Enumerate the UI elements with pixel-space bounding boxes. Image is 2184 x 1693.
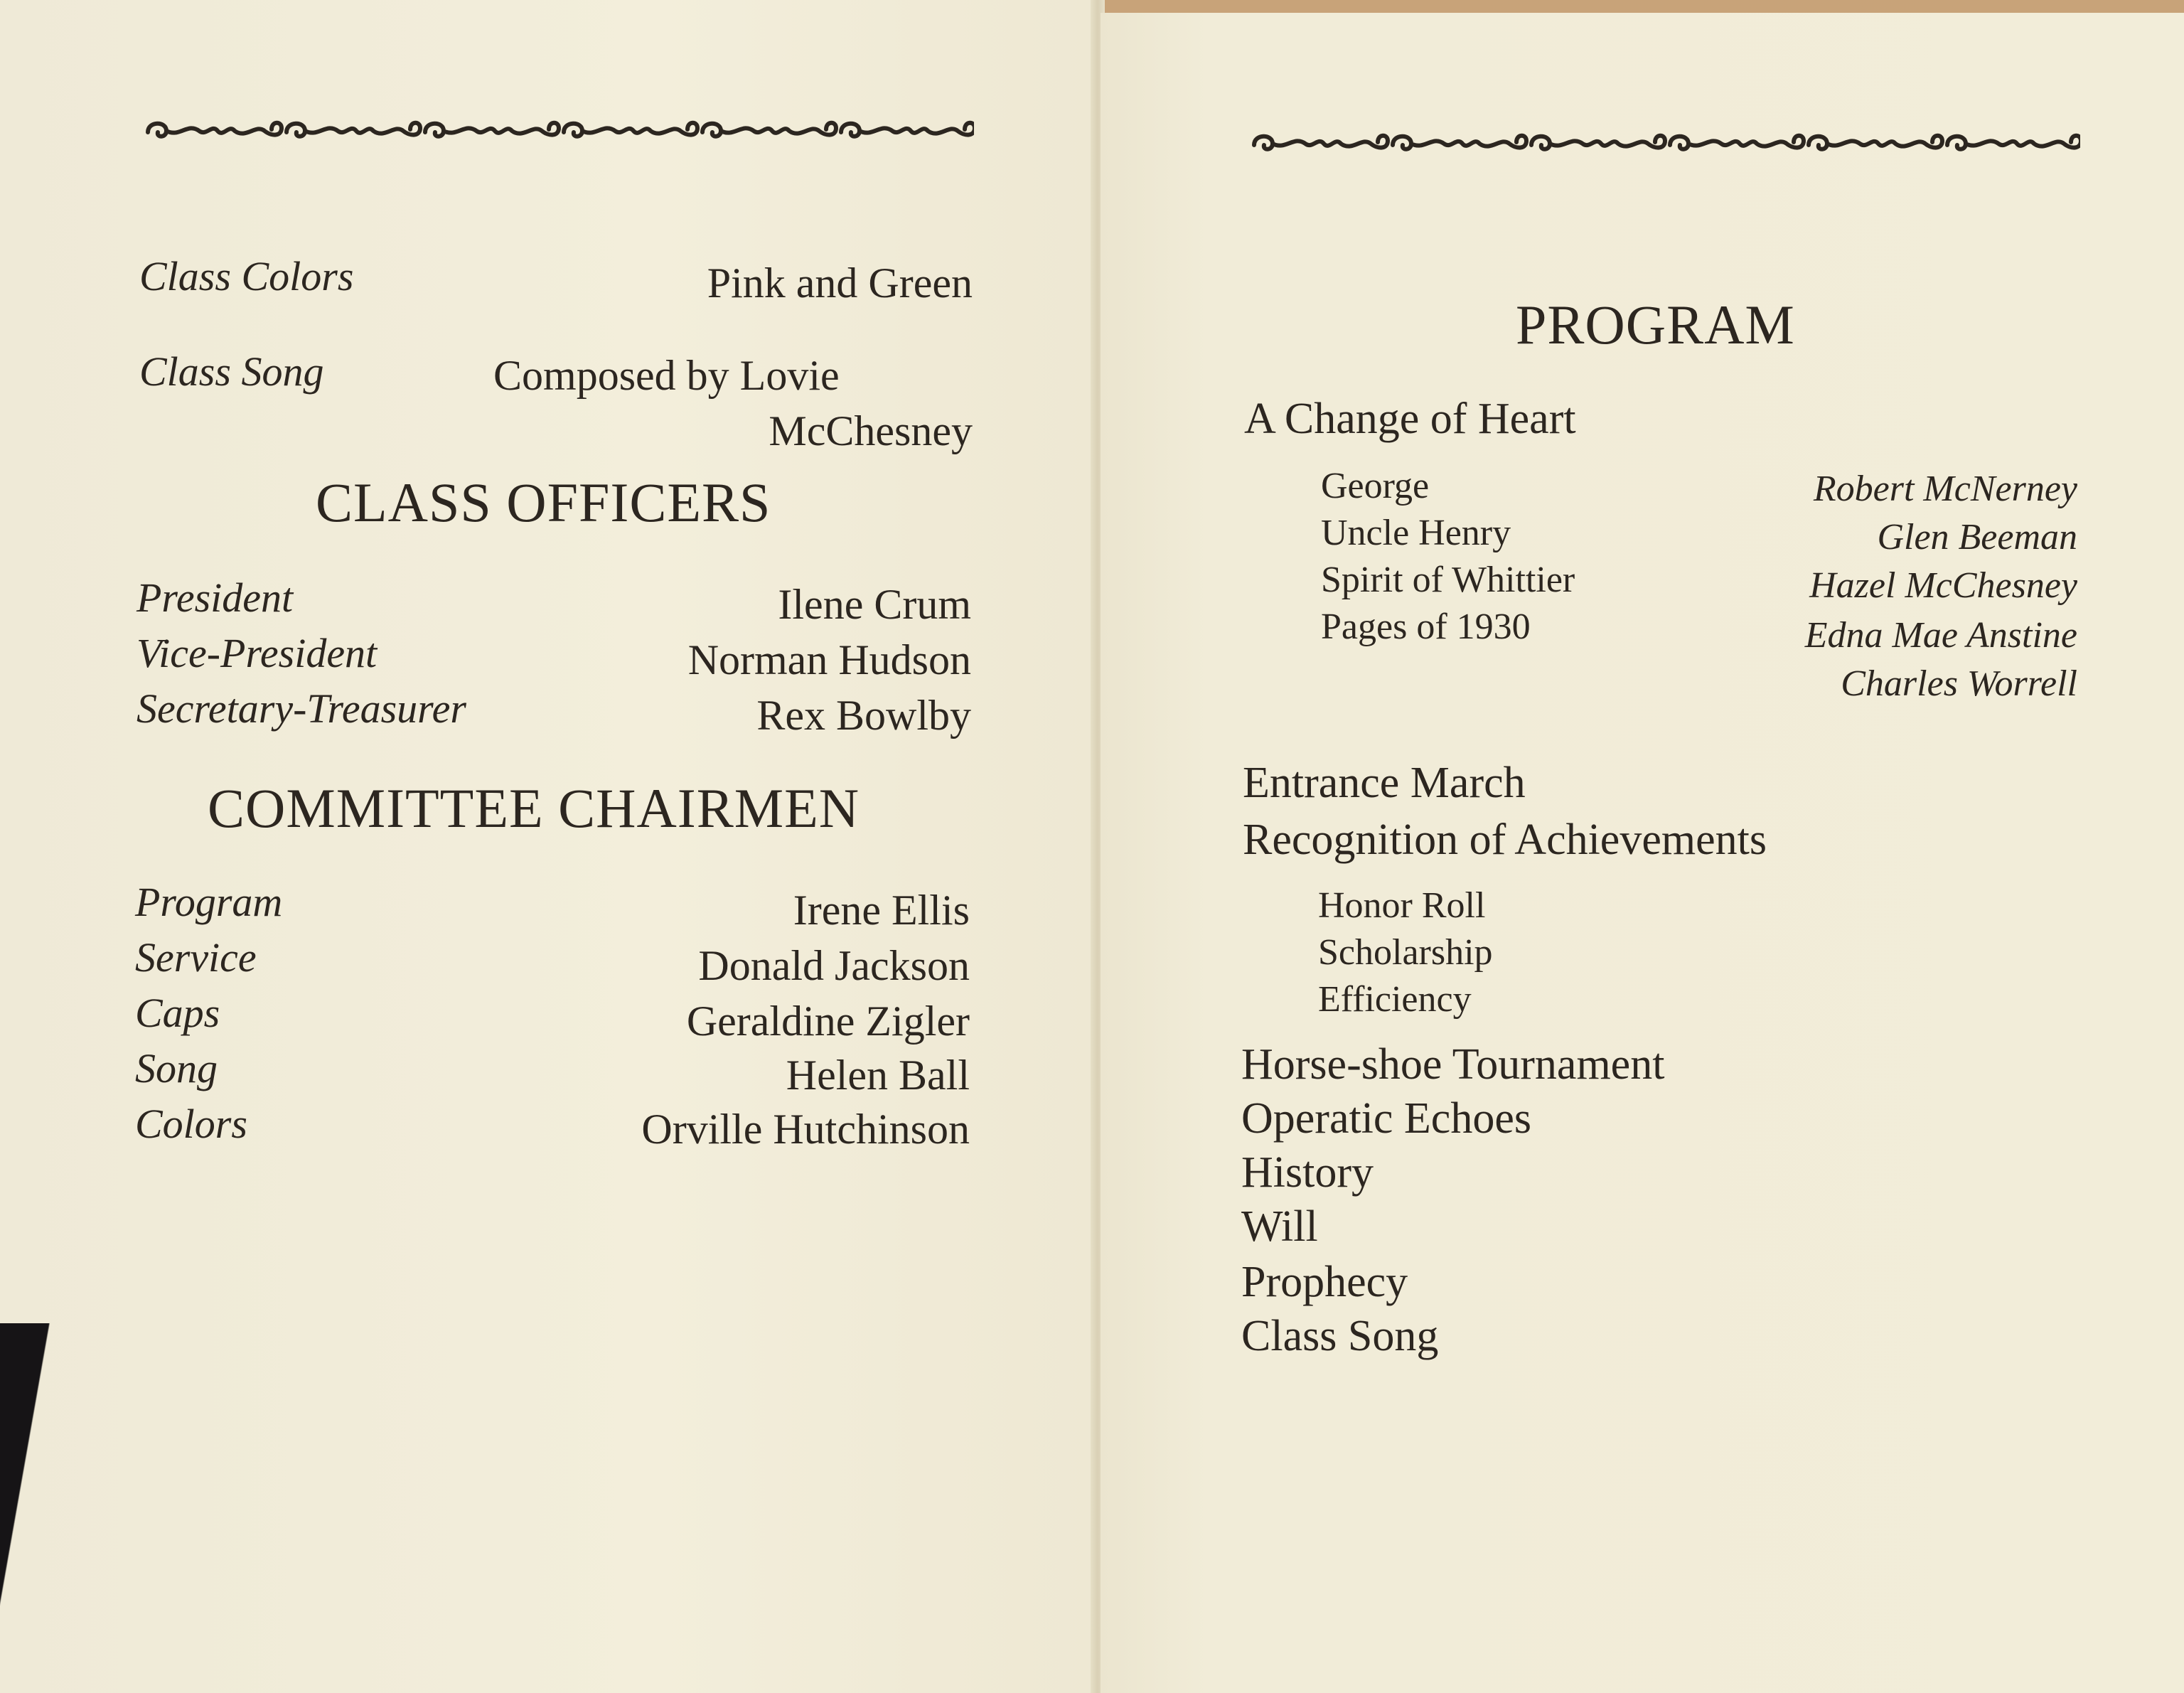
- flourish-unit: [702, 123, 836, 137]
- chairman-colors: Orville Hutchinson: [641, 1106, 970, 1153]
- flourish-ornament-left: [142, 114, 974, 149]
- officer-name-president: Ilene Crum: [778, 581, 971, 628]
- cast-role-pages-of-1930: Pages of 1930: [1321, 607, 1531, 647]
- flourish-unit: [1809, 136, 1942, 149]
- class-song-value-line2: McChesney: [769, 407, 973, 454]
- chairman-service: Donald Jackson: [698, 942, 970, 989]
- program-item-will: Will: [1241, 1202, 1318, 1251]
- program-item-entrance-march: Entrance March: [1243, 759, 1526, 807]
- flourish-unit: [1947, 136, 2080, 149]
- cast-actor-george: Robert McNerney: [1813, 469, 2077, 509]
- flourish-unit: [1254, 136, 1388, 149]
- program-item-prophecy: Prophecy: [1241, 1258, 1408, 1306]
- chairman-song: Helen Ball: [786, 1052, 970, 1099]
- cast-role-spirit-of-whittier: Spirit of Whittier: [1321, 560, 1575, 600]
- cast-actor-pages-1: Edna Mae Anstine: [1804, 615, 2077, 656]
- class-colors-label: Class Colors: [139, 253, 354, 299]
- cast-actor-pages-2: Charles Worrell: [1841, 663, 2077, 704]
- chairman-program: Irene Ellis: [793, 887, 970, 934]
- class-song-value-line1: Composed by Lovie: [493, 352, 840, 399]
- cast-actor-uncle-henry: Glen Beeman: [1877, 517, 2077, 557]
- page-edge-shadow: [0, 1323, 57, 1693]
- flourish-unit: [425, 123, 559, 137]
- program-item-class-song: Class Song: [1241, 1312, 1439, 1360]
- program-item-horseshoe: Horse-shoe Tournament: [1241, 1040, 1665, 1089]
- flourish-unit: [148, 123, 282, 137]
- committee-chairmen-heading: COMMITTEE CHAIRMEN: [208, 777, 860, 839]
- chairman-caps: Geraldine Zigler: [686, 998, 970, 1045]
- flourish-unit: [1670, 136, 1804, 149]
- officer-role-president: President: [136, 575, 294, 621]
- committee-song: Song: [135, 1045, 218, 1091]
- program-item-recognition: Recognition of Achievements: [1243, 816, 1767, 864]
- flourish-ornament-right: [1248, 127, 2080, 162]
- officer-name-secretary-treasurer: Rex Bowlby: [756, 692, 971, 739]
- officer-role-vice-president: Vice-President: [136, 630, 378, 676]
- flourish-unit: [841, 123, 974, 137]
- cast-role-george: George: [1321, 466, 1430, 506]
- class-officers-heading: CLASS OFFICERS: [316, 471, 771, 533]
- program-item-history: History: [1241, 1148, 1374, 1197]
- class-colors-value: Pink and Green: [707, 260, 973, 306]
- achievement-efficiency: Efficiency: [1318, 979, 1472, 1020]
- committee-service: Service: [135, 934, 257, 981]
- class-song-label: Class Song: [139, 348, 324, 395]
- flourish-unit: [1393, 136, 1526, 149]
- achievement-scholarship: Scholarship: [1318, 932, 1493, 973]
- flourish-unit: [287, 123, 420, 137]
- program-heading: PROGRAM: [1516, 294, 1795, 356]
- cast-actor-spirit-of-whittier: Hazel McChesney: [1809, 565, 2077, 606]
- committee-colors: Colors: [135, 1101, 247, 1147]
- background-strip: [1101, 0, 2184, 13]
- achievement-honor-roll: Honor Roll: [1318, 885, 1486, 926]
- officer-name-vice-president: Norman Hudson: [687, 636, 971, 683]
- program-item-operatic-echoes: Operatic Echoes: [1241, 1094, 1531, 1143]
- right-page: [1101, 13, 2184, 1693]
- play-title: A Change of Heart: [1244, 395, 1576, 443]
- committee-caps: Caps: [135, 990, 220, 1036]
- officer-role-secretary-treasurer: Secretary-Treasurer: [136, 685, 466, 732]
- committee-program: Program: [135, 879, 283, 925]
- flourish-unit: [564, 123, 697, 137]
- cast-role-uncle-henry: Uncle Henry: [1321, 513, 1511, 553]
- flourish-unit: [1531, 136, 1665, 149]
